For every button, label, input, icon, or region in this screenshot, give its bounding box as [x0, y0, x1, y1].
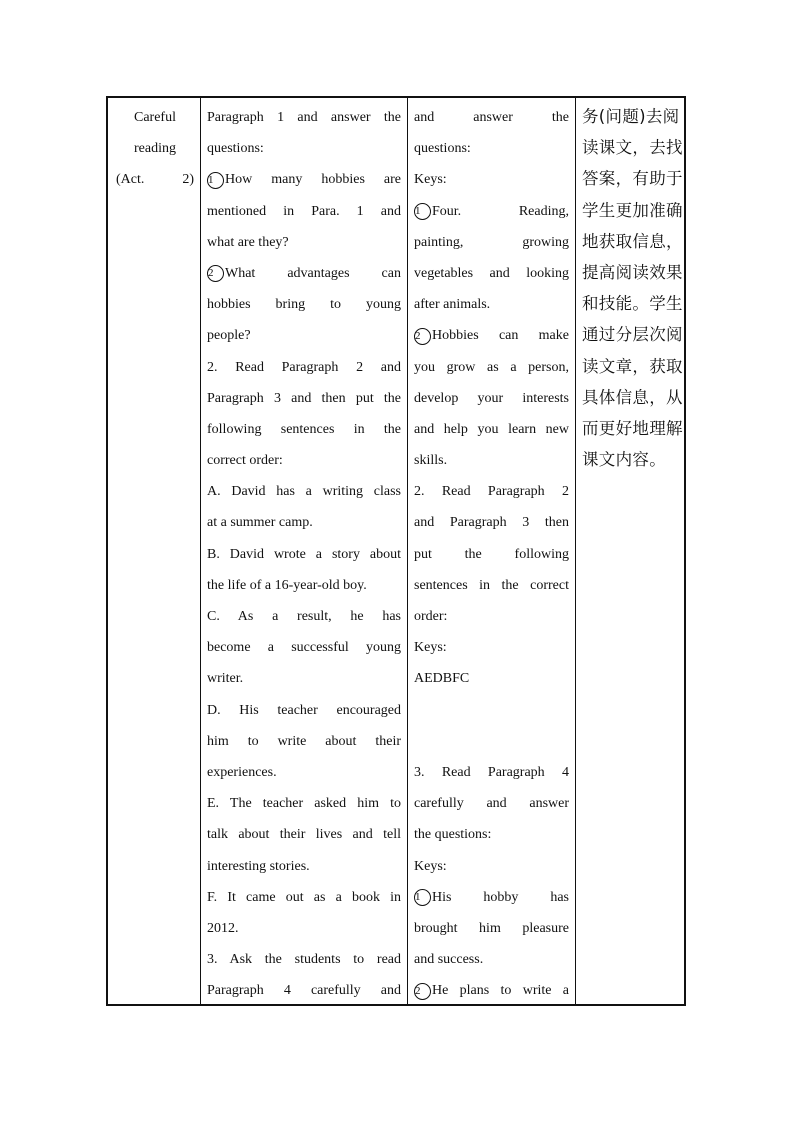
- text-line: A. David has a writing class: [207, 484, 401, 500]
- text-line: experiences.: [207, 764, 277, 780]
- text-line: Keys:: [414, 172, 447, 188]
- text-line: E. The teacher asked him to: [207, 796, 401, 812]
- text-line: questions:: [207, 141, 264, 157]
- text-line: interesting stories.: [207, 858, 310, 874]
- text-line: 答案，有助于: [582, 169, 683, 189]
- text-line: D. His teacher encouraged: [207, 702, 401, 718]
- text-line: correct order:: [207, 453, 283, 469]
- text-line: brought him pleasure: [414, 920, 569, 936]
- stage-title-line-1: Careful: [134, 110, 176, 125]
- circled-number-icon: 1: [414, 889, 431, 906]
- text-line: 1 Four. Reading,: [415, 203, 569, 219]
- text-line: Keys:: [414, 858, 447, 874]
- circled-number-icon: 2: [207, 265, 224, 282]
- stage-column: [108, 98, 200, 1004]
- text-line: order:: [414, 609, 448, 624]
- student-activity-column: [407, 98, 575, 1004]
- stage-act-open: (Act.: [116, 172, 145, 188]
- text-line: 2. Read Paragraph 2 and: [207, 359, 401, 375]
- text-line: him to write about their: [207, 733, 401, 749]
- text-line: the life of a 16-year-old boy.: [207, 577, 367, 593]
- text-line: 具体信息，从: [582, 387, 683, 407]
- design-intent-column: [575, 98, 684, 1004]
- text-line: 1 His hobby has: [415, 889, 569, 905]
- blank-line: [414, 695, 569, 726]
- text-line: hobbies bring to young: [207, 297, 401, 313]
- text-line: you grow as a person,: [414, 359, 569, 375]
- text-line: writer.: [207, 671, 244, 687]
- text-line: and success.: [414, 952, 484, 968]
- text-line: become a successful young: [207, 640, 401, 656]
- text-line: 3. Read Paragraph 4: [414, 764, 569, 780]
- text-line: 2 Hobbies can make: [415, 328, 569, 344]
- text-line: painting, growing: [414, 234, 569, 250]
- text-line: Paragraph 1 and answer the: [207, 110, 401, 125]
- text-line: and help you learn new: [414, 421, 569, 437]
- text-line: the questions:: [414, 827, 492, 843]
- circled-number-icon: 2: [414, 983, 431, 1000]
- text-line: and answer the: [414, 110, 569, 125]
- text-line: F. It came out as a book in: [207, 889, 401, 905]
- teacher-activity-column: [200, 98, 407, 1004]
- text-line: 1 How many hobbies are: [208, 172, 401, 188]
- text-line: 务(问题)去阅: [582, 107, 680, 126]
- text-line: at a summer camp.: [207, 515, 313, 531]
- text-line: questions:: [414, 141, 471, 157]
- circled-number-icon: 1: [207, 172, 224, 189]
- text-line: sentences in the correct: [414, 577, 569, 593]
- circled-number-icon: 2: [414, 328, 431, 345]
- text-line: 而更好地理解: [582, 418, 683, 438]
- text-line: 课文内容。: [582, 450, 666, 470]
- text-line: Paragraph 3 and then put the: [207, 390, 401, 406]
- text-line: after animals.: [414, 297, 491, 313]
- text-line: mentioned in Para. 1 and: [207, 203, 401, 219]
- text-line: carefully and answer: [414, 796, 569, 812]
- text-line: 提高阅读效果: [582, 262, 683, 282]
- text-line: and Paragraph 3 then: [414, 515, 569, 531]
- stage-act-num: 2): [182, 172, 194, 188]
- answer-key-order: AEDBFC: [414, 671, 470, 687]
- text-line: Keys:: [414, 640, 447, 656]
- text-line: vegetables and looking: [414, 265, 569, 281]
- text-line: talk about their lives and tell: [207, 827, 401, 843]
- text-line: 通过分层次阅: [582, 325, 683, 345]
- text-line: 2 What advantages can: [208, 265, 401, 281]
- text-line: skills.: [414, 453, 448, 469]
- text-line: 2 He plans to write a: [415, 983, 569, 999]
- text-line: 学生更加准确: [582, 200, 683, 220]
- blank-line: [414, 726, 569, 757]
- text-line: develop your interests: [414, 390, 569, 406]
- circled-number-icon: 1: [414, 203, 431, 220]
- text-line: what are they?: [207, 234, 289, 250]
- text-line: B. David wrote a story about: [207, 546, 401, 562]
- text-line: put the following: [414, 546, 569, 562]
- stage-title-line-2: reading: [134, 141, 176, 157]
- text-line: C. As a result, he has: [207, 609, 401, 624]
- text-line: 2. Read Paragraph 2: [414, 484, 569, 500]
- text-line: 和技能。学生: [582, 294, 683, 314]
- text-line: 读课文，去找: [582, 138, 683, 158]
- text-line: 地获取信息，: [582, 231, 683, 251]
- text-line: 读文章，获取: [582, 356, 683, 376]
- lesson-plan-table: [106, 96, 686, 1006]
- stage-title-line-3: [116, 164, 194, 195]
- text-line: people?: [207, 328, 251, 344]
- text-line: Paragraph 4 carefully and: [207, 983, 401, 999]
- text-line: following sentences in the: [207, 421, 401, 437]
- text-line: 3. Ask the students to read: [207, 952, 401, 968]
- text-line: 2012.: [207, 920, 239, 936]
